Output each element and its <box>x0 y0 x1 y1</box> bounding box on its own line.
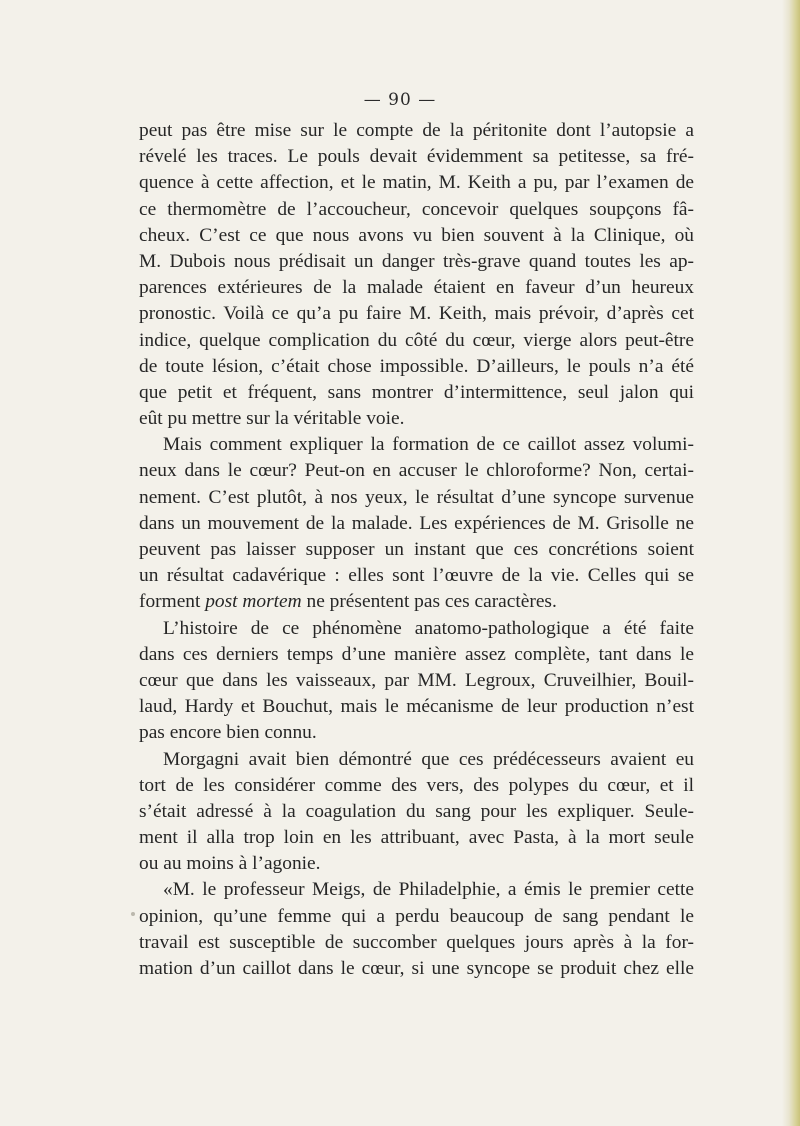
text-line: tort de les considérer comme des vers, des polypes du cœur, et il <box>139 774 694 796</box>
text-line: neux dans le cœur? Peut-on en accuser le chloroforme? Non, certai- <box>139 460 694 482</box>
text-line: laud, Hardy et Bouchut, mais le mécanisme de leur production n’est <box>139 696 694 718</box>
text-line: parences extérieures de la malade étaient en faveur d’un heureux <box>139 277 694 299</box>
ink-speck <box>131 912 135 916</box>
text-line: que petit et fréquent, sans montrer d’intermittence, seul jalon qui <box>139 381 694 403</box>
text-line: ou au moins à l’agonie. <box>139 853 321 875</box>
text-line: quence à cette affection, et le matin, M. Keith a pu, par l’examen de <box>139 172 694 194</box>
text-line: pronostic. Voilà ce qu’a pu faire M. Keith, mais prévoir, d’après cet <box>139 303 694 325</box>
text-line: peut pas être mise sur le compte de la péritonite dont l’autopsie a <box>139 120 694 141</box>
text-line: cœur que dans les vaisseaux, par MM. Legroux, Cruveilhier, Bouil- <box>139 669 694 691</box>
text-line: dans un mouvement de la malade. Les expériences de M. Grisolle ne <box>139 512 694 534</box>
text-line: révelé les traces. Le pouls devait évidemment sa petitesse, sa fré- <box>139 146 694 168</box>
text-line: peuvent pas laisser supposer un instant que ces concrétions soient <box>139 539 694 560</box>
text-line: un résultat cadavérique : elles sont l’œuvre de la vie. Celles qui se <box>139 565 694 587</box>
italic-phrase: post mortem <box>205 591 302 613</box>
text-line: opinion, qu’une femme qui a perdu beaucoup de sang pendant le <box>139 905 694 927</box>
text-line: Morgagni avait bien démontré que ces prédécesseurs avaient eu <box>163 748 694 770</box>
text-line: de toute lésion, c’était chose impossible. D’ailleurs, le pouls n’a été <box>139 355 694 377</box>
text-line: ment il alla trop loin en les attribuant, avec Pasta, à la mort seule <box>139 827 694 849</box>
text-line: forment post mortem ne présentent pas ces caractères. <box>139 591 557 613</box>
text-line: nement. C’est plutôt, à nos yeux, le résultat d’une syncope survenue <box>139 486 694 508</box>
page-number: — 90 — <box>363 90 437 110</box>
text-line: travail est susceptible de succomber quelques jours après à la for- <box>139 931 694 953</box>
text-line: s’était adressé à la coagulation du sang pour les expliquer. Seule- <box>139 800 694 822</box>
text-line: cheux. C’est ce que nous avons vu bien souvent à la Clinique, où <box>139 224 694 246</box>
text-line: M. Dubois nous prédisait un danger très-grave quand toutes les ap- <box>139 250 694 272</box>
page-edge <box>782 0 800 1126</box>
text-line: pas encore bien connu. <box>139 722 317 744</box>
text-line: L’histoire de ce phénomène anatomo-pathologique a été faite <box>163 617 694 639</box>
text-line: eût pu mettre sur la véritable voie. <box>139 408 405 430</box>
text-line: dans ces derniers temps d’une manière assez complète, tant dans le <box>139 643 694 665</box>
text-line: mation d’un caillot dans le cœur, si une syncope se produit chez elle <box>139 958 694 979</box>
text-line: «M. le professeur Meigs, de Philadelphie, a émis le premier cette <box>163 879 694 901</box>
text-line: Mais comment expliquer la formation de ce caillot assez volumi- <box>163 434 694 456</box>
text-line: ce thermomètre de l’accoucheur, concevoir quelques soupçons fâ- <box>139 198 694 220</box>
text-line: indice, quelque complication du côté du cœur, vierge alors peut-être <box>139 329 694 351</box>
body-text <box>139 118 694 982</box>
